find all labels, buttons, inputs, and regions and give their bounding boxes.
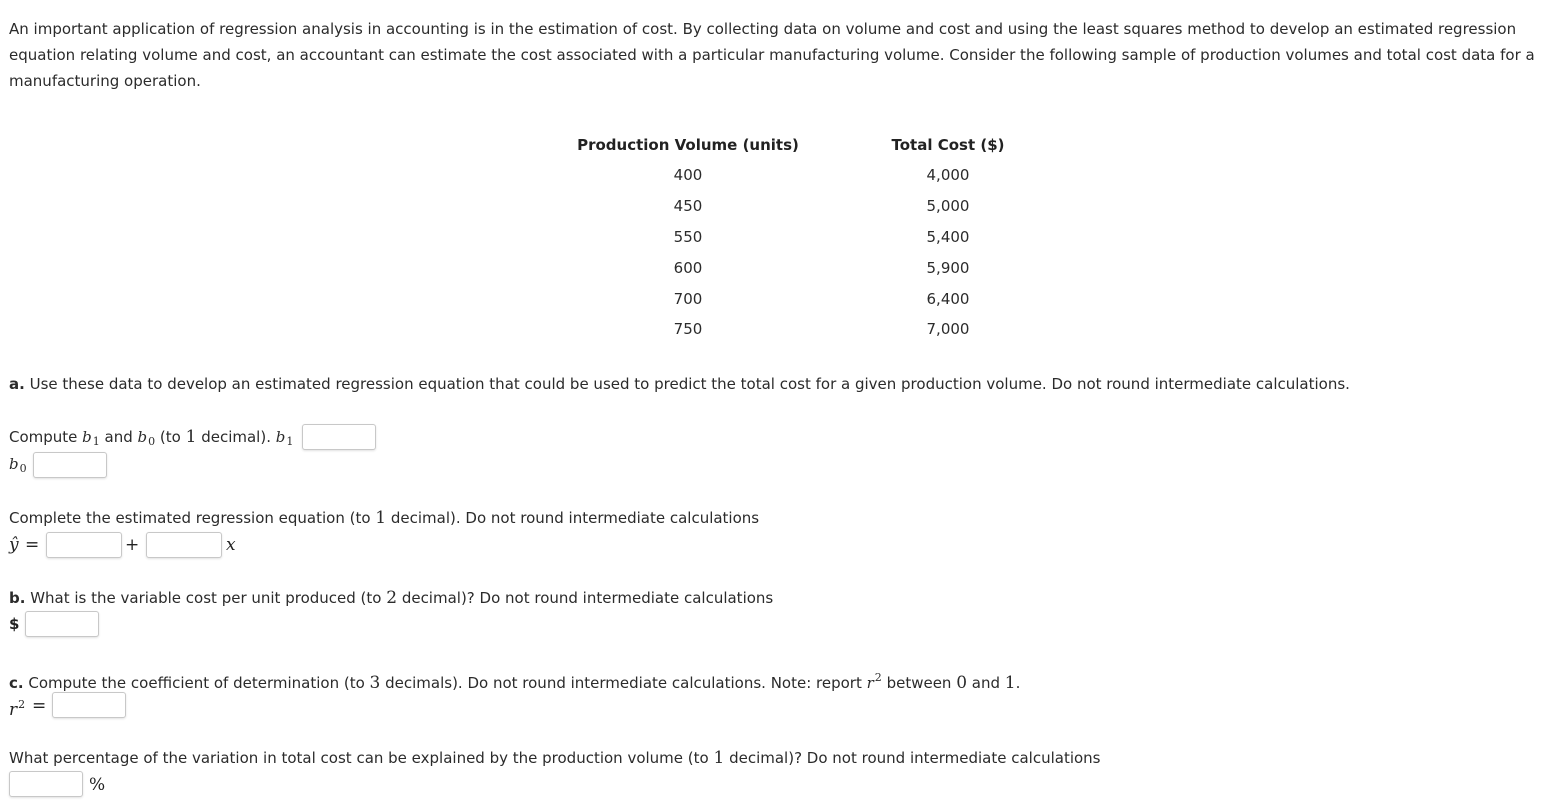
cell-volume: 750 (673, 320, 703, 339)
b1-label: $b_1$ (275, 428, 294, 448)
header-production-volume: Production Volume (units) (577, 136, 799, 154)
cell-cost: 5,000 (926, 197, 970, 216)
part-c-prompt: c. Compute the coefficient of determination (to 3 decimals). Do not round intermediate calculations. Note: report $r^2$ between 0 and 1. (9, 671, 1021, 693)
b1-input[interactable] (302, 424, 376, 450)
dollar-sign: $ (9, 615, 20, 633)
equals-sign: = (25, 535, 40, 555)
table-row (560, 191, 1070, 222)
part-b-prompt: b. What is the variable cost per unit produced (to 2 decimal)? Do not round intermediate calculations (9, 588, 774, 608)
r-squared-symbol: $r^2$ (9, 698, 26, 720)
cell-cost: 7,000 (926, 320, 970, 339)
part-a-prompt (9, 374, 1350, 394)
cell-volume: 400 (673, 166, 703, 185)
table-row (560, 314, 1070, 345)
percentage-input[interactable] (9, 771, 83, 797)
variable-cost-input[interactable] (25, 611, 99, 637)
table-row (560, 160, 1070, 191)
yhat-symbol: ŷ (9, 535, 19, 555)
table-row (560, 283, 1070, 314)
cell-cost: 4,000 (926, 166, 970, 185)
b0-label: $b_0$ (9, 455, 27, 475)
cell-volume: 600 (673, 258, 703, 277)
r-squared-input[interactable] (52, 692, 126, 718)
b1-symbol: $b_1$ (82, 428, 100, 448)
part-a-text: Use these data to develop an estimated regression equation that could be used to predict the total cost for a given production volume. Do not round intermediate calculations. (24, 375, 1350, 393)
table-row (560, 252, 1070, 283)
b0-input[interactable] (33, 452, 107, 478)
cell-cost: 5,400 (926, 227, 970, 246)
cell-volume: 550 (673, 227, 703, 246)
x-variable: x (226, 535, 236, 555)
percentage-prompt: What percentage of the variation in total cost can be explained by the production volume (to 1 decimal)? Do not round intermediate calculations (9, 748, 1101, 768)
table-row (560, 222, 1070, 253)
part-a-letter: a. (9, 375, 25, 393)
cell-cost: 5,900 (926, 258, 970, 277)
cell-cost: 6,400 (926, 289, 970, 308)
cell-volume: 700 (673, 289, 703, 308)
data-table (560, 130, 1070, 345)
equation-prompt: Complete the estimated regression equation (to 1 decimal). Do not round intermediate calculations (9, 508, 760, 528)
plus-sign: + (125, 535, 140, 555)
header-total-cost: Total Cost ($) (891, 136, 1005, 154)
table-header-row (560, 130, 1070, 160)
problem-intro: An important application of regression analysis in accounting is in the estimation of cost. By collecting data on volume and cost and using the least squares method to develop an estimated regression equation relating volume and cost, an accountant can estimate the cost associated with a particular manufacturing volume. Consider the following sample of production volumes and total cost data for a manufacturing operation. (9, 20, 1535, 90)
b0-symbol: $b_0$ (137, 428, 156, 448)
percent-sign: % (89, 775, 106, 795)
slope-input[interactable] (146, 532, 222, 558)
r-squared-equals: = (32, 696, 47, 716)
cell-volume: 450 (673, 197, 703, 216)
intercept-input[interactable] (46, 532, 122, 558)
compute-coefficients-prompt: Compute $b_1$ and $b_0$ (to 1 decimal). $b_1$ (9, 427, 294, 448)
